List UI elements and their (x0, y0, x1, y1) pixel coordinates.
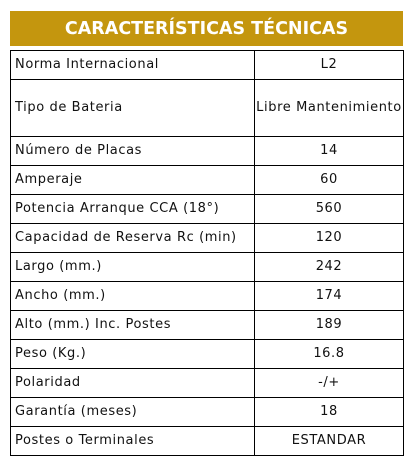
spec-label: Tipo de Bateria (11, 80, 255, 137)
spec-value: 174 (255, 282, 404, 311)
spec-label: Largo (mm.) (11, 253, 255, 282)
spec-label: Potencia Arranque CCA (18°) (11, 195, 255, 224)
spec-label: Capacidad de Reserva Rc (min) (11, 224, 255, 253)
spec-value: 14 (255, 137, 404, 166)
spec-label: Alto (mm.) Inc. Postes (11, 311, 255, 340)
spec-value: 189 (255, 311, 404, 340)
spec-value: 16.8 (255, 340, 404, 369)
spec-label: Ancho (mm.) (11, 282, 255, 311)
table-row (11, 137, 404, 166)
specs-header (10, 11, 403, 46)
spec-value: 60 (255, 166, 404, 195)
spec-label: Amperaje (11, 166, 255, 195)
table-row (11, 195, 404, 224)
specs-title: CARACTERÍSTICAS TÉCNICAS (64, 18, 349, 39)
spec-label: Postes o Terminales (11, 427, 255, 456)
table-row (11, 51, 404, 80)
spec-value: 120 (255, 224, 404, 253)
table-row (11, 224, 404, 253)
spec-value: -/+ (255, 369, 404, 398)
table-row (11, 340, 404, 369)
spec-label: Peso (Kg.) (11, 340, 255, 369)
spec-value: 560 (255, 195, 404, 224)
spec-value: 242 (255, 253, 404, 282)
spec-label: Número de Placas (11, 137, 255, 166)
spec-value: 18 (255, 398, 404, 427)
spec-value: ESTANDAR (255, 427, 404, 456)
table-row (11, 398, 404, 427)
spec-label: Polaridad (11, 369, 255, 398)
table-row (11, 166, 404, 195)
spec-value: L2 (255, 51, 404, 80)
table-row (11, 282, 404, 311)
table-row (11, 369, 404, 398)
table-row (11, 427, 404, 456)
table-row (11, 80, 404, 137)
table-row (11, 311, 404, 340)
spec-value: Libre Mantenimiento (255, 80, 404, 137)
spec-label: Norma Internacional (11, 51, 255, 80)
specs-table (10, 50, 404, 456)
spec-label: Garantía (meses) (11, 398, 255, 427)
table-row (11, 253, 404, 282)
